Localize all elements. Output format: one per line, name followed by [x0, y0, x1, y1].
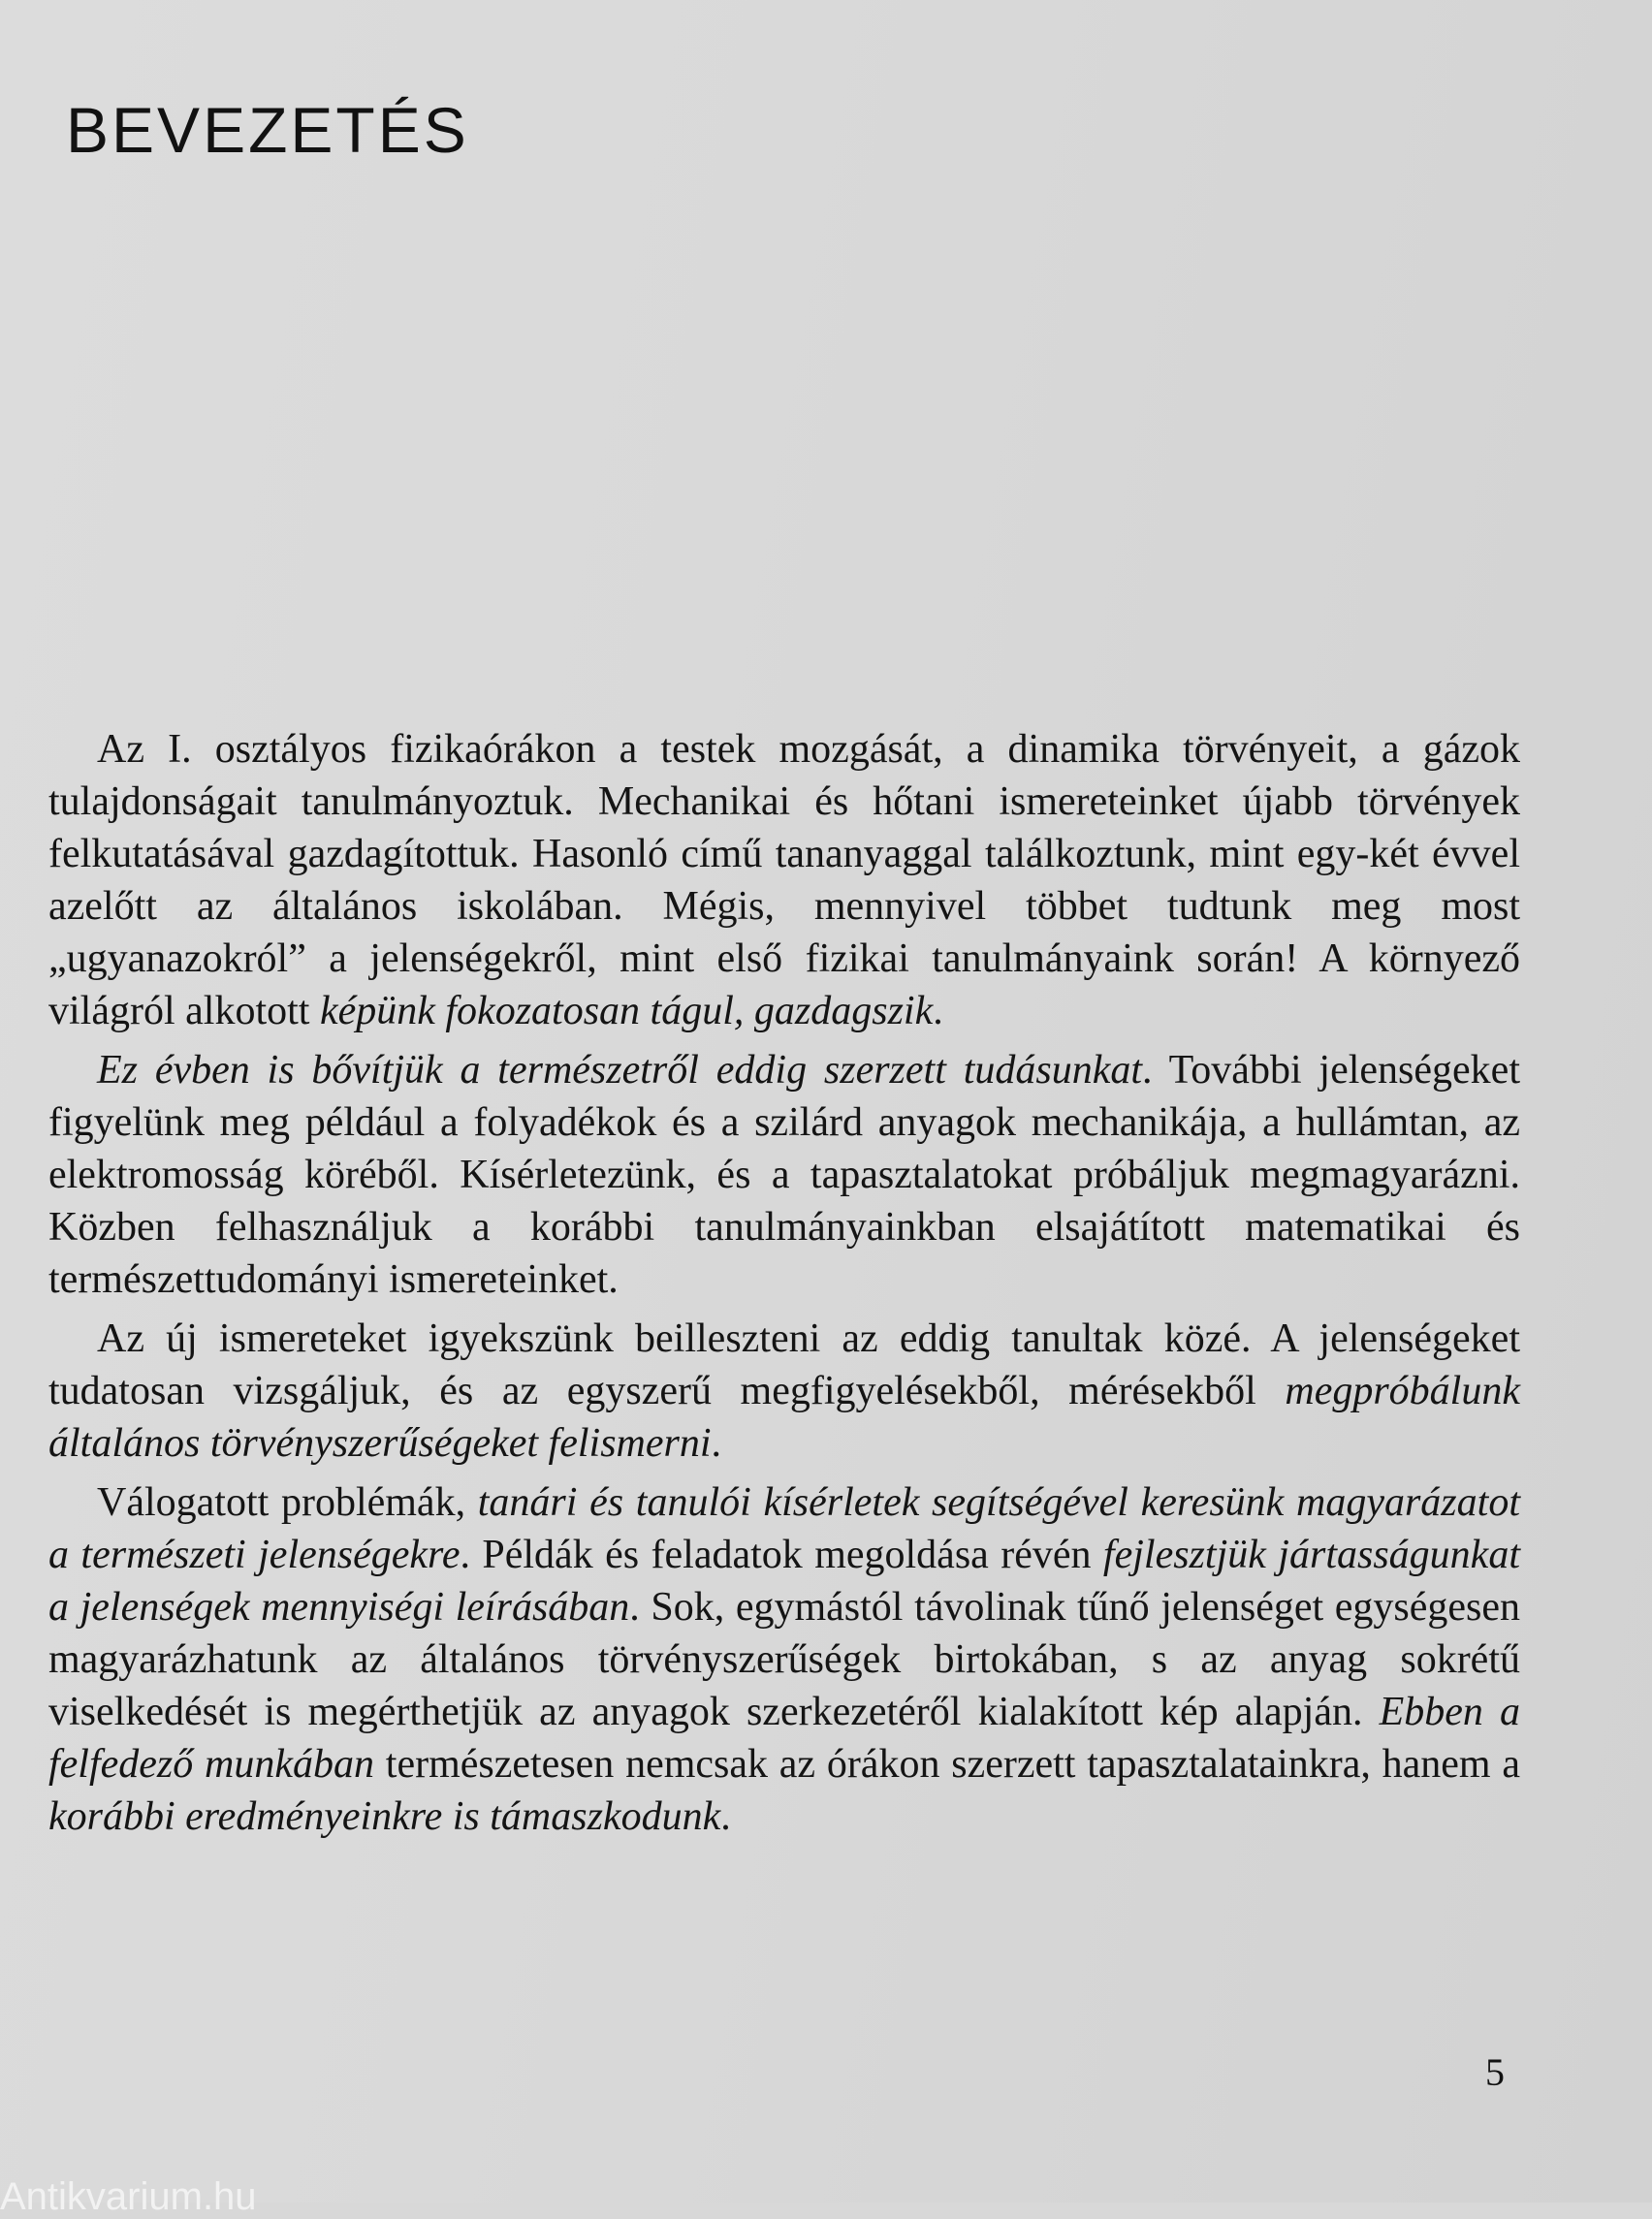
- text-run: Az I. osztályos fizikaórákon a testek mozgását, a dinamika törvényeit, a gázok tulajdonságait tanulmányoztuk. Mechanikai és hőtani ismereteinket újabb törvények felkutatásával gazdagítottuk. Hasonló című tananyaggal találkoztunk, mint egy-két évvel azelőtt az általános iskolában. Mégis, mennyivel többet tudtunk meg most „ugyanazokról” a jelenségekről, mint első fizikai tanulmányaink során! A környező világról alkotott: [48, 727, 1520, 1033]
- emphasized-text: fejlesztjük jártasságunkat a jelenségek mennyiségi leírásában: [48, 1533, 1520, 1630]
- text-run: Válogatott problémák,: [97, 1480, 478, 1525]
- page-title: BEVEZETÉS: [66, 94, 469, 167]
- watermark: Antikvarium.hu: [0, 2175, 257, 2218]
- emphasized-text: Ez évben is bővítjük a természetről eddig szerzett tudásunkat: [97, 1048, 1143, 1093]
- emphasized-text: megpróbálunk általános törvényszerűségeket felismerni: [48, 1369, 1520, 1466]
- text-run: Az új ismereteket igyekszünk beilleszteni az eddig tanultak közé. A jelenségeket tudatosan vizsgáljuk, és az egyszerű megfigyelésekből, mérésekből: [48, 1316, 1520, 1413]
- paragraph: [48, 723, 1520, 1037]
- text-run: .: [711, 1421, 722, 1466]
- emphasized-text: Ebben a felfedező munkában: [48, 1690, 1520, 1787]
- emphasized-text: képünk fokozatosan tágul, gazdagszik: [319, 989, 934, 1033]
- emphasized-text: korábbi eredményeinkre is támaszkodunk: [48, 1794, 721, 1839]
- text-run: .: [720, 1794, 731, 1839]
- text-run: .: [933, 989, 943, 1033]
- paragraph: [48, 1313, 1520, 1470]
- paragraph: [48, 1044, 1520, 1306]
- text-run: . További jelenségeket figyelünk meg például a folyadékok és a szilárd anyagok mechanikája, a hullámtan, az elektromosság köréből. Kísérletezünk, és a tapasztalatokat próbáljuk megmagyarázni. Közben felhasználjuk a korábbi tanulmányainkban elsajátított matematikai és természettudományi ismereteinket.: [48, 1048, 1520, 1302]
- emphasized-text: tanári és tanulói kísérletek segítségével keresünk magyarázatot a természeti jelenségekre: [48, 1480, 1520, 1577]
- text-run: . Sok, egymástól távolinak tűnő jelenséget egységesen magyarázhatunk az általános törvényszerűségek birtokában, s az anyag sokrétű viselkedését is megérthetjük az anyagok szerkezetéről kialakított kép alapján.: [48, 1585, 1520, 1734]
- body-text: [48, 723, 1520, 1850]
- page-number: 5: [1485, 2050, 1505, 2094]
- text-run: . Példák és feladatok megoldása révén: [460, 1533, 1103, 1577]
- paragraph: [48, 1476, 1520, 1843]
- text-run: természetesen nemcsak az órákon szerzett tapasztalatainkra, hanem a: [374, 1742, 1520, 1787]
